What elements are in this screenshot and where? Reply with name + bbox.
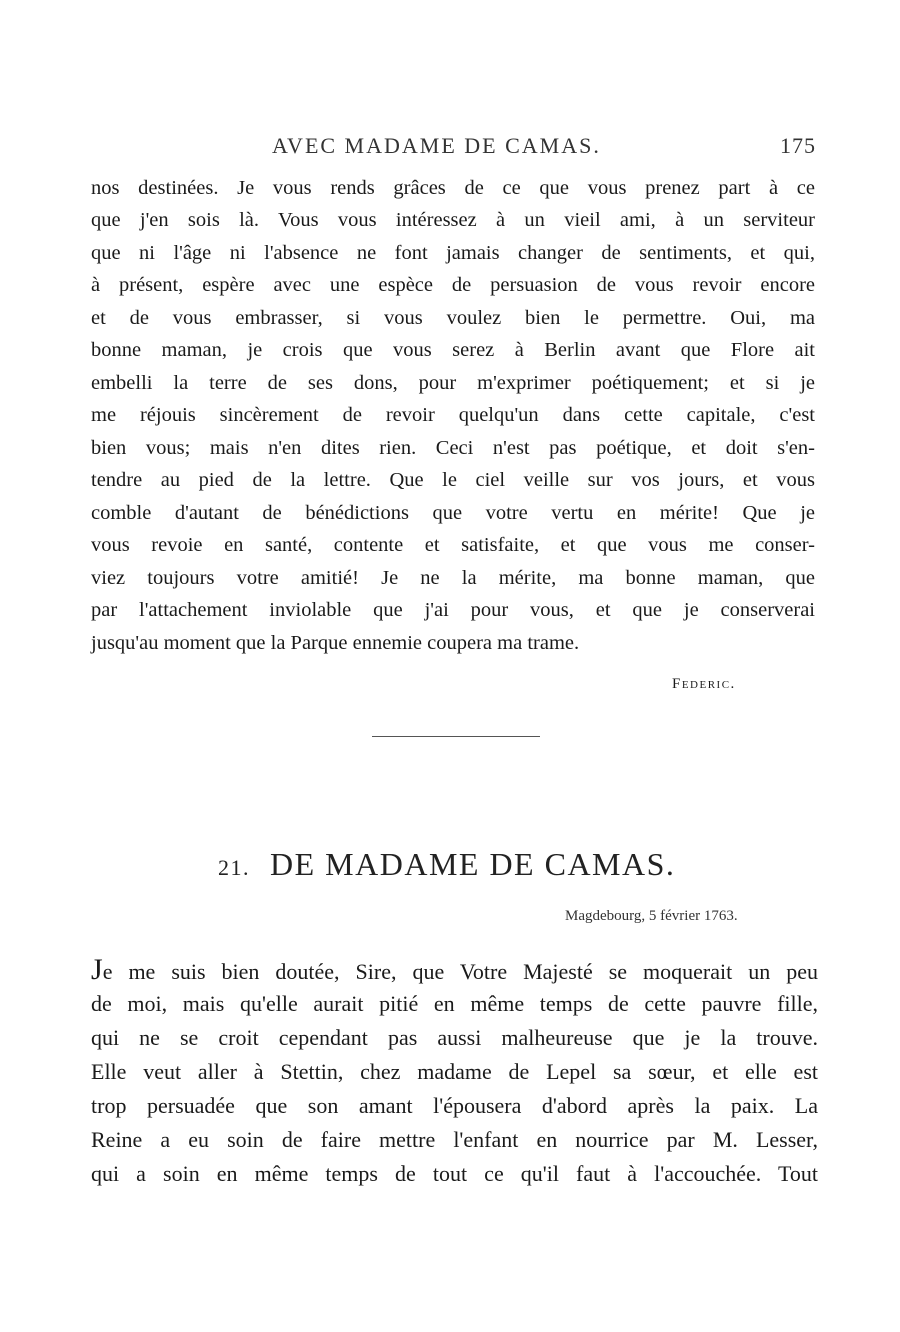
- section-divider: [372, 736, 540, 737]
- text-line: trop persuadée que son amant l'épousera d'abord après la paix. La: [91, 1093, 818, 1118]
- text-line: comble d'autant de bénédictions que votre vertu en mérite! Que je: [91, 502, 815, 524]
- text-line: qui a soin en même temps de tout ce qu'il faut à l'accouchée. Tout: [91, 1161, 818, 1186]
- running-title: AVEC MADAME DE CAMAS.: [272, 133, 601, 158]
- text-line: Reine a eu soin de faire mettre l'enfant en nourrice par M. Lesser,: [91, 1127, 818, 1152]
- text-line: me réjouis sincèrement de revoir quelqu'un dans cette capitale, c'est: [91, 404, 815, 426]
- text-line: et de vous embrasser, si vous voulez bien le permettre. Oui, ma: [91, 307, 815, 329]
- text-line: bonne maman, je crois que vous serez à Berlin avant que Flore ait: [91, 339, 815, 361]
- text-line: qui ne se croit cependant pas aussi malheureuse que je la trouve.: [91, 1025, 818, 1050]
- text-line: jusqu'au moment que la Parque ennemie coupera ma trame.: [91, 632, 580, 654]
- text-line: Elle veut aller à Stettin, chez madame de Lepel sa sœur, et elle est: [91, 1059, 818, 1084]
- text-line: par l'attachement inviolable que j'ai pour vous, et que je conserverai: [91, 599, 815, 621]
- text-line: bien vous; mais n'en dites rien. Ceci n'est pas poétique, et doit s'en-: [91, 437, 815, 459]
- signature: Federic.: [672, 676, 736, 692]
- page-number: 175: [780, 133, 816, 158]
- text-line: que j'en sois là. Vous vous intéressez à un vieil ami, à un serviteur: [91, 209, 815, 231]
- text-line: viez toujours votre amitié! Je ne la mérite, ma bonne maman, que: [91, 567, 815, 589]
- text-line: vous revoie en santé, contente et satisfaite, et que vous me conser-: [91, 534, 815, 556]
- dateline: Magdebourg, 5 février 1763.: [565, 908, 738, 924]
- letter-number: 21.: [218, 855, 250, 880]
- drop-cap: J: [91, 953, 103, 986]
- text-line: de moi, mais qu'elle aurait pitié en même temps de cette pauvre fille,: [91, 991, 818, 1016]
- text-line: que ni l'âge ni l'absence ne font jamais changer de sentiments, et qui,: [91, 242, 815, 264]
- letter-title: DE MADAME DE CAMAS.: [270, 846, 676, 882]
- text-line: tendre au pied de la lettre. Que le ciel veille sur vos jours, et vous: [91, 469, 815, 491]
- text-line: nos destinées. Je vous rends grâces de ce que vous prenez part à ce: [91, 177, 815, 199]
- text-line: embelli la terre de ses dons, pour m'exprimer poétiquement; et si je: [91, 372, 815, 394]
- first-line-text: e me suis bien doutée, Sire, que Votre Majesté se moquerait un peu: [102, 959, 818, 984]
- text-line: [91, 954, 818, 988]
- letter-heading: [218, 846, 675, 883]
- text-line: à présent, espère avec une espèce de persuasion de vous revoir encore: [91, 274, 815, 296]
